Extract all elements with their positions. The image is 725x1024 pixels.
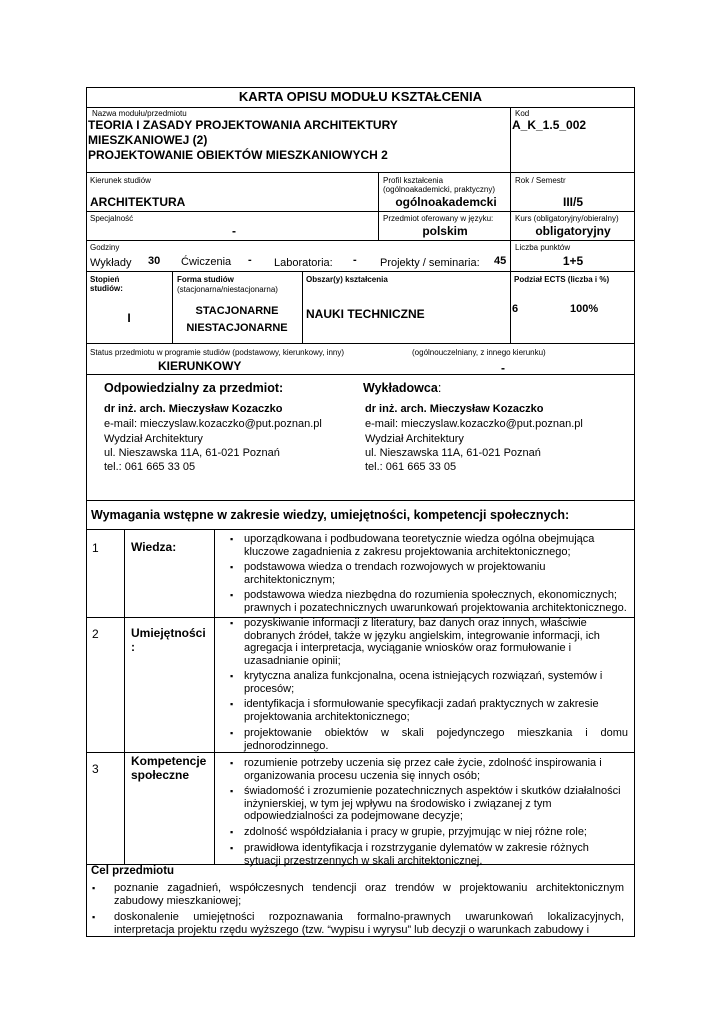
area-value: NAUKI TECHNICZNE xyxy=(306,307,425,321)
specialty-value: - xyxy=(232,224,236,238)
req-row-label-2: społeczne xyxy=(131,768,190,782)
ects-value: 6 xyxy=(512,303,519,315)
req-row-number: 1 xyxy=(92,541,99,555)
level-label: Stopień xyxy=(90,275,120,284)
goal-item: ▪ doskonalenie umiejętności rozpoznawania formalno-prawnych uwarunkowań lokalizacyjnych, interpretacja projektu rzędu wyższego (tzw. “wypisu i wyrysu” lub decyzji o warunkach zabudowy i xyxy=(92,911,624,936)
laboratory-label: Laboratoria: xyxy=(274,257,333,269)
lecturer-address: ul. Nieszawska 11A, 61-021 Poznań xyxy=(365,447,541,459)
req-row-label: Wiedza: xyxy=(131,540,177,554)
responsible-phone: tel.: 061 665 33 05 xyxy=(104,461,196,473)
req-item: ▪ prawidłowa identyfikacja i rozstrzyganie dylematów w zakresie różnych sytuacji przestrzennych w skali architektonicznej. xyxy=(230,842,589,867)
bullet-icon: ▪ xyxy=(230,699,234,709)
form-label: Forma studiów xyxy=(177,275,234,284)
area-label: Obszar(y) kształcenia xyxy=(306,275,388,284)
lecturer-email[interactable]: e-mail: mieczyslaw.kozaczko@put.poznan.pl xyxy=(365,418,583,430)
direction-label: Kierunek studiów xyxy=(90,176,151,185)
hours-label: Godziny xyxy=(90,243,120,252)
language-label: Przedmiot oferowany w języku: xyxy=(383,214,494,223)
bullet-icon: ▪ xyxy=(230,728,234,738)
bullet-icon: ▪ xyxy=(230,534,234,544)
bullet-icon: ▪ xyxy=(230,671,234,681)
module-name-line2: MIESZKANIOWEJ (2) xyxy=(88,133,208,147)
form-nonstationary: NIESTACJONARNE xyxy=(186,322,288,334)
req-item: ▪ projektowanie obiektów w skali pojedynczego mieszkania i domu jednorodzinnego. xyxy=(230,727,628,752)
req-item: ▪ podstawowa wiedza o trendach rozwojowych w projektowaniu architektonicznym; xyxy=(230,561,546,586)
module-code: A_K_1.5_002 xyxy=(512,118,587,132)
responsible-heading: Odpowiedzialny za przedmiot: xyxy=(104,381,284,395)
bullet-icon: ▪ xyxy=(92,912,96,922)
responsible-address: ul. Nieszawska 11A, 61-021 Poznań xyxy=(104,447,280,459)
profile-value: ogólnoakademcki xyxy=(395,195,497,209)
bullet-icon: ▪ xyxy=(230,618,234,628)
req-row-number: 3 xyxy=(92,762,99,776)
requirements-heading: Wymagania wstępne w zakresie wiedzy, umiejętności, kompetencji społecznych: xyxy=(91,508,570,522)
status-value-2: - xyxy=(501,361,505,375)
req-row-number: 2 xyxy=(92,627,99,641)
specialty-label: Specjalność xyxy=(90,214,134,223)
lecturer-faculty: Wydział Architektury xyxy=(365,433,464,445)
page-title: KARTA OPISU MODUŁU KSZTAŁCENIA xyxy=(238,89,483,104)
req-item: ▪ świadomość i zrozumienie pozatechnicznych aspektów i skutków działalności inżynierskiej, w tym jej wpływu na środowisko i związanej z tym odpowiedzialności za podejmowane decyzje; xyxy=(230,785,621,822)
status-label-2: (ogólnouczelniany, z innego kierunku) xyxy=(412,348,546,357)
lecturer-name: dr inż. arch. Mieczysław Kozaczko xyxy=(365,403,544,415)
req-item: ▪ rozumienie potrzeby uczenia się przez całe życie, zdolność inspirowania i organizowania procesu uczenia się innych osób; xyxy=(230,757,602,782)
course-type-label: Kurs (obligatoryjny/obieralny) xyxy=(515,214,619,223)
req-item: ▪ zdolność współdziałania i pracy w grupie, przyjmując w niej różne role; xyxy=(230,826,587,838)
ects-percent: 100% xyxy=(570,303,599,315)
req-item: ▪ krytyczna analiza funkcjonalna, ocena istniejących rozwiązań, systemów i procesów; xyxy=(230,670,603,695)
module-name-label: Nazwa modułu/przedmiotu xyxy=(92,109,187,118)
bullet-icon: ▪ xyxy=(230,827,234,837)
bullet-icon: ▪ xyxy=(92,883,96,893)
req-item: ▪ uporządkowana i podbudowana teoretycznie wiedza ogólna obejmująca kluczowe zagadnienia z zakresu projektowania architektonicznego; xyxy=(230,533,595,558)
goal-item: ▪ poznanie zagadnień, współczesnych tendencji oraz trendów w projektowaniu architektonicznym zabudowy mieszkaniowej; xyxy=(92,882,624,907)
ects-label: Podział ECTS (liczba i %) xyxy=(514,275,610,284)
req-row-label: Umiejętności xyxy=(131,626,206,640)
lectures-label: Wykłady xyxy=(90,257,132,269)
lecturer-phone: tel.: 061 665 33 05 xyxy=(365,461,457,473)
exercises-value: - xyxy=(248,254,252,266)
goal-heading: Cel przedmiotu xyxy=(91,865,175,877)
projects-label: Projekty / seminaria: xyxy=(380,257,480,269)
form-stationary: STACJONARNE xyxy=(195,305,279,317)
lectures-value: 30 xyxy=(148,255,161,267)
req-item: ▪ podstawowa wiedza niezbędna do rozumienia społecznych, ekonomicznych; prawnych i pozatechnicznych uwarunkowań projektowania architektonicznego. xyxy=(230,589,627,614)
responsible-faculty: Wydział Architektury xyxy=(104,433,203,445)
responsible-name: dr inż. arch. Mieczysław Kozaczko xyxy=(104,403,283,415)
year-value: III/5 xyxy=(562,195,583,209)
level-sublabel: studiów: xyxy=(90,284,123,293)
status-label: Status przedmiotu w programie studiów (podstawowy, kierunkowy, inny) xyxy=(90,348,345,357)
responsible-email[interactable]: e-mail: mieczyslaw.kozaczko@put.poznan.pl xyxy=(104,418,322,430)
level-value: I xyxy=(127,311,131,325)
lecturer-heading-colon: : xyxy=(437,381,442,395)
req-item: ▪ pozyskiwanie informacji z literatury, baz danych oraz innych, właściwie dobranych źródeł, także w języku angielskim, integrowanie informacji, ich agregacja i interpretacja, wyciąganie wniosków oraz formułowanie i uzasadnianie opinii; xyxy=(230,617,600,667)
bullet-icon: ▪ xyxy=(230,843,234,853)
code-label: Kod xyxy=(515,109,530,118)
lecturer-heading: Wykładowca xyxy=(363,381,438,395)
language-value: polskim xyxy=(422,224,468,238)
lecturer-heading-wrap xyxy=(363,381,441,395)
form-sublabel: (stacjonarna/niestacjonarna) xyxy=(177,285,278,294)
bullet-icon: ▪ xyxy=(230,758,234,768)
status-value: KIERUNKOWY xyxy=(158,359,242,373)
course-type-value: obligatoryjny xyxy=(535,224,611,238)
profile-label: Profil kształcenia xyxy=(383,176,444,185)
direction-value: ARCHITEKTURA xyxy=(90,195,186,209)
req-item: ▪ identyfikacja i sformułowanie specyfikacji zadań praktycznych w zakresie projektowania architektonicznego; xyxy=(230,698,599,723)
laboratory-value: - xyxy=(353,254,357,266)
year-label: Rok / Semestr xyxy=(515,176,566,185)
bullet-icon: ▪ xyxy=(230,590,234,600)
points-value: 1+5 xyxy=(562,254,584,268)
exercises-label: Ćwiczenia xyxy=(181,256,232,268)
bullet-icon: ▪ xyxy=(230,562,234,572)
profile-sublabel: (ogólnoakademicki, praktyczny) xyxy=(383,185,496,194)
bullet-icon: ▪ xyxy=(230,786,234,796)
req-row-label: Kompetencje xyxy=(131,754,207,768)
req-row-label-2: : xyxy=(131,640,135,654)
module-name-line3: PROJEKTOWANIE OBIEKTÓW MIESZKANIOWYCH 2 xyxy=(88,148,388,162)
module-name-line1: TEORIA I ZASADY PROJEKTOWANIA ARCHITEKTURY xyxy=(88,118,398,132)
projects-value: 45 xyxy=(494,255,507,267)
points-label: Liczba punktów xyxy=(515,243,571,252)
